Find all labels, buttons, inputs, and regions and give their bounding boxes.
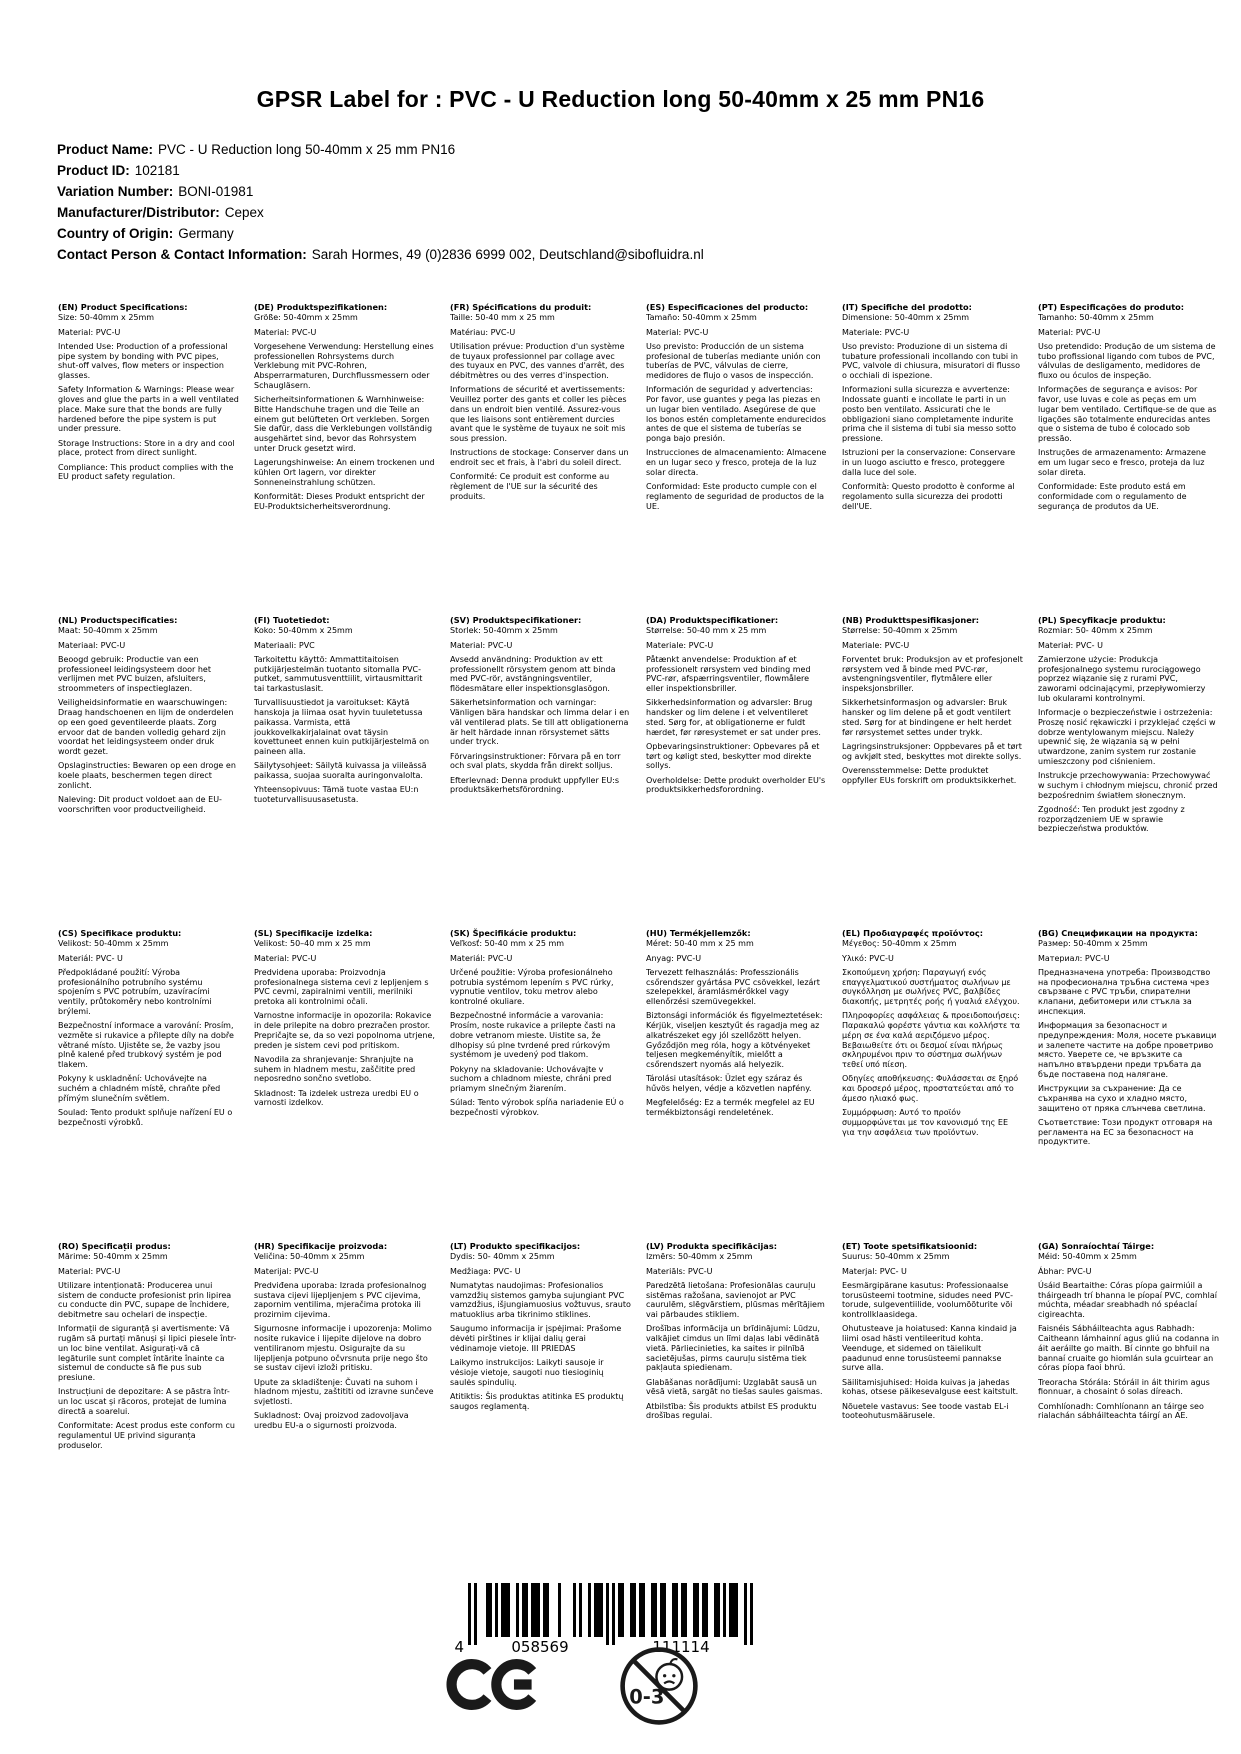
- spec-grid: [58, 302, 1219, 1554]
- spec-paragraph: Størrelse: 50-40 mm x 25 mm: [646, 626, 767, 636]
- spec-paragraph: Matériau: PVC-U: [450, 327, 516, 337]
- spec-paragraph: Varnostne informacije in opozorila: Rokavice in dele prilepite na dobro prezračen prostor. Prepričajte se, da so vezi popolnoma utrjene, preden je sistem cevi pod pritiskom.: [254, 1011, 435, 1050]
- spec-paragraph: Opbevaringsinstruktioner: Opbevares på et tørt og køligt sted, beskytter mod direkte sollys.: [646, 741, 820, 771]
- spec-paragraph: Säilytysohjeet: Säilytä kuivassa ja viileässä paikassa, suojaa suoralta auringonvalolta.: [254, 761, 427, 780]
- spec-paragraph: Säkerhetsinformation och varningar: Vänligen bära handskar och limma delar i en väl ventilerad plats. Se till att obligationerna är helt härdade innan rörsystemet sätts under tryck.: [450, 698, 630, 747]
- product-info-value: Cepex: [224, 205, 264, 220]
- barcode: [438, 1583, 758, 1657]
- product-info-label: Contact Person & Contact Information:: [57, 247, 307, 262]
- spec-paragraph: Taille: 50-40 mm x 25 mm: [450, 313, 555, 323]
- spec-block-pt: [1038, 302, 1219, 615]
- spec-paragraph: Størrelse: 50-40mm x 25mm: [842, 626, 958, 636]
- spec-paragraph: Určené použitie: Výroba profesionálneho potrubia systémom lepením s PVC rúrky, vypnutie ventilov, toku metrov alebo kontrolné okuliare.: [450, 967, 614, 1006]
- spec-paragraph: Navodila za shranjevanje: Shranjujte na suhem in hladnem mestu, zaščitite pred neposredno sončno svetlobo.: [254, 1054, 416, 1084]
- spec-paragraph: Πληροφορίες ασφάλειας & προειδοποιήσεις: Παρακαλώ φορέστε γάντια και κολλήστε τα μέρη σε ένα καλά αεριζόμενο μέρος. Βεβαιωθείτε ότι οι δεσμοί είναι πλήρως σκληρυμένοι πριν το σύστημα σωλήνων τεθεί υπό πίεση.: [842, 1011, 1020, 1069]
- spec-block-nb: [842, 615, 1023, 928]
- spec-paragraph: Storlek: 50-40mm x 25mm: [450, 626, 558, 636]
- spec-paragraph: Informații de siguranță și avertismente: Vă rugăm să purtați mănuși și lipici piesele într-un loc bine ventilat. Asigurați-vă că legăturile sunt complet întărite înainte ca sistemul de conducte să fie pus sub presiune.: [58, 1324, 237, 1382]
- spec-paragraph: Beoogd gebruik: Productie van een professioneel leidingsysteem door het verlijmen met PVC buizen, afsluiters, stroommeters of inspectieglazen.: [58, 654, 211, 693]
- spec-block-title: (NB) Produkttspesifikasjoner:: [842, 615, 980, 625]
- spec-paragraph: Συμμόρφωση: Αυτό το προϊόν συμμορφώνεται με τον κανονισμό της ΕΕ για την ασφάλεια των προϊόντων.: [842, 1108, 1008, 1137]
- spec-paragraph: Pokyny k uskladnění: Uchovávejte na suchém a chladném místě, chraňte před přímým slunečním světlem.: [58, 1074, 221, 1103]
- spec-paragraph: Информация за безопасност и предупреждения: Моля, носете ръкавици и залепете частите на добре проветриво място. Уверете се, че връзките са напълно втвърдени преди тръбата да бъде поставена под налягане.: [1038, 1021, 1217, 1079]
- spec-block-title: (BG) Спецификации на продукта:: [1038, 928, 1198, 938]
- spec-paragraph: Opslaginstructies: Bewaren op een droge en koele plaats, beschermen tegen direct zonlicht.: [58, 761, 236, 790]
- spec-paragraph: Overholdelse: Dette produkt overholder EU's produktsikkerhedsforordning.: [646, 775, 826, 795]
- spec-paragraph: Vorgesehene Verwendung: Herstellung eines professionellen Rohrsystems durch Verklebung mit PVC-Rohren, Absperrarmaturen, Durchflussmessern oder Schaugläsern.: [254, 341, 434, 390]
- spec-paragraph: Tarkoitettu käyttö: Ammattitaitoisen putkijärjestelmän tuotanto sitomalla PVC-putket, sammutusventtiilit, virtausmittarit tai tarkastuslasit.: [254, 654, 423, 693]
- spec-paragraph: Numatytas naudojimas: Profesionalios vamzdžių sistemos gamyba sujungiant PVC vamzdžius, išjungiamuosius vožtuvus, srauto matuoklius arba tikrinimo stiklines.: [450, 1280, 631, 1319]
- spec-block-title: (PT) Especificações do produto:: [1038, 302, 1185, 312]
- spec-block-title: (HR) Specifikacije proizvoda:: [254, 1241, 388, 1251]
- spec-block-sk: [450, 928, 631, 1241]
- spec-paragraph: Uso previsto: Produzione di un sistema di tubature professionali incollando con tubi in PVC, valvole di chiusura, misuratori di flusso o occhiali di ispezione.: [842, 341, 1020, 380]
- spec-paragraph: Materiaali: PVC: [254, 640, 315, 650]
- ean13-barcode-icon: [438, 1583, 758, 1657]
- spec-paragraph: Compliance: This product complies with the EU product safety regulation.: [58, 462, 234, 482]
- spec-paragraph: Efterlevnad: Denna produkt uppfyller EU:s produktsäkerhetsförordning.: [450, 775, 620, 795]
- spec-paragraph: Conformitate: Acest produs este conform cu regulamentul UE privind siguranța produselor.: [58, 1421, 235, 1450]
- spec-paragraph: Sukladnost: Ovaj proizvod zadovoljava uredbu EU-a o sigurnosti proizvoda.: [254, 1411, 409, 1430]
- spec-paragraph: Size: 50-40mm x 25mm: [58, 313, 155, 323]
- spec-paragraph: Material: PVC-U: [58, 1266, 121, 1276]
- product-info-row: [57, 244, 704, 265]
- spec-paragraph: Lagringsinstruksjoner: Oppbevares på et tørt og avkjølt sted, beskyttes mot direkte sollys.: [842, 741, 1022, 761]
- spec-block-title: (FR) Spécifications du produit:: [450, 302, 592, 312]
- spec-paragraph: Bezpečnostní informace a varování: Prosím, vezměte si rukavice a přilepte díly na dobře větrané místo. Ujistěte se, že vazby jsou plně kalené před trubkový systém je pod tlakem.: [58, 1021, 234, 1069]
- spec-paragraph: Materiál: PVC- U: [58, 953, 123, 963]
- spec-block-pl: [1038, 615, 1219, 928]
- product-info-value: PVC - U Reduction long 50-40mm x 25 mm PN16: [158, 142, 456, 157]
- spec-paragraph: Koko: 50-40mm x 25mm: [254, 626, 353, 636]
- spec-paragraph: Súlad: Tento výrobok spĺňa nariadenie EÚ o bezpečnosti výrobkov.: [450, 1098, 624, 1117]
- spec-paragraph: Размер: 50-40mm x 25mm: [1038, 939, 1148, 949]
- spec-paragraph: Naleving: Dit product voldoet aan de EU-voorschriften voor productveiligheid.: [58, 795, 222, 814]
- spec-paragraph: Conformidad: Este producto cumple con el reglamento de seguridad de productos de la UE.: [646, 482, 825, 511]
- spec-paragraph: Saugumo informacija ir įspėjimai: Prašome dėvėti pirštines ir klijai dalių gerai vėdinamoje vietoje. III PRIEDAS: [450, 1324, 622, 1353]
- product-info-value: 102181: [134, 163, 180, 178]
- spec-paragraph: Utilisation prévue: Production d'un système de tuyaux professionnel par collage avec des tuyaux en PVC, des vannes d'arrêt, des débitmètres ou des verres d'inspection.: [450, 341, 625, 380]
- product-info-value: BONI-01981: [178, 184, 254, 199]
- spec-paragraph: Skladnost: Ta izdelek ustreza uredbi EU o varnosti izdelkov.: [254, 1088, 419, 1108]
- spec-paragraph: Säilitamisjuhised: Hoida kuivas ja jahedas kohas, otsese päikesevalguse eest kaitstult.: [842, 1377, 1019, 1397]
- spec-block-title: (PL) Specyfikacje produktu:: [1038, 615, 1166, 625]
- spec-paragraph: Méret: 50-40 mm x 25 mm: [646, 939, 754, 949]
- spec-block-lt: [450, 1241, 631, 1554]
- spec-paragraph: Conformità: Questo prodotto è conforme al regolamento sulla sicurezza dei prodotti dell'UE.: [842, 482, 1015, 511]
- spec-block-title: (LV) Produkta specifikācijas:: [646, 1241, 777, 1251]
- spec-block-lv: [646, 1241, 827, 1554]
- spec-paragraph: Tervezett felhasználás: Professzionális csőrendszer gyártása PVC csövekkel, lezárt szelepekkel, áramlásmérőkkel vagy ellenőrzési szemüvegekkel.: [646, 967, 820, 1006]
- product-info-row: [57, 181, 704, 202]
- spec-paragraph: Dydis: 50- 40mm x 25mm: [450, 1252, 555, 1262]
- spec-paragraph: Ohutusteave ja hoiatused: Kanna kindaid ja liimi osad hästi ventileeritud kohta. Veenduge, et sidemed on täielikult paadunud enne torusüsteemi pannakse surve alla.: [842, 1324, 1017, 1373]
- spec-block-title: (EN) Product Specifications:: [58, 302, 188, 312]
- spec-block-title: (GA) Sonraíochtaí Táirge:: [1038, 1241, 1155, 1251]
- spec-block-title: (IT) Specifiche del prodotto:: [842, 302, 972, 312]
- spec-paragraph: Инструкции за съхранение: Да се съхранява на сухо и хладно място, защитено от пряка слънчева светлина.: [1038, 1084, 1206, 1113]
- spec-paragraph: Velikost: 50-40mm x 25mm: [58, 939, 169, 949]
- spec-paragraph: Suurus: 50-40mm x 25mm: [842, 1252, 950, 1262]
- spec-paragraph: Maat: 50-40mm x 25mm: [58, 626, 158, 636]
- spec-paragraph: Veľkosť: 50-40 mm x 25 mm: [450, 939, 565, 949]
- product-info-label: Country of Origin:: [57, 226, 174, 241]
- spec-paragraph: Sikkerhedsinformation og advarsler: Brug handsker og lim delene i et velventileret sted. Sørg for, at obligationerne er fuldt hærdet, før røresystemet er sat under pres.: [646, 698, 821, 737]
- spec-paragraph: Izmērs: 50-40mm x 25mm: [646, 1252, 753, 1262]
- spec-block-sv: [450, 615, 631, 928]
- ce-mark: [446, 1656, 548, 1717]
- spec-paragraph: Intended Use: Production of a professional pipe system by bonding with PVC pipes, shut-off valves, flow meters or inspection glasses.: [58, 341, 228, 380]
- age-warning-0-3-icon: [618, 1645, 700, 1727]
- ce-mark-icon: [446, 1656, 548, 1713]
- product-info-row: [57, 160, 704, 181]
- spec-block-es: [646, 302, 827, 615]
- spec-paragraph: Předpokládané použití: Výroba profesionálního potrubního systému spojením s PVC potrubím, uzavíracími ventily, průtokoměry nebo kontrolními brýlemi.: [58, 967, 212, 1016]
- spec-paragraph: Overensstemmelse: Dette produktet oppfyller EUs forskrift om produktsikkerhet.: [842, 765, 1017, 785]
- spec-paragraph: Información de seguridad y advertencias: Por favor, use guantes y pega las piezas en un lugar bien ventilado. Asegúrese de que los bonos estén completamente endurecidos antes de que el sistema de tuberías se ponga bajo presión.: [646, 385, 826, 443]
- spec-block-title: (ES) Especificaciones del producto:: [646, 302, 809, 312]
- spec-paragraph: Predvidena uporaba: Proizvodnja profesionalnega sistema cevi z lepljenjem s PVC cevmi, zapiralnimi ventili, merilniki pretoka ali kontrolnimi očali.: [254, 967, 429, 1006]
- spec-paragraph: Nõuetele vastavus: See toode vastab EL-i tooteohutusmäärusele.: [842, 1401, 1009, 1421]
- spec-paragraph: Materijal: PVC-U: [254, 1266, 319, 1276]
- barcode-digit-left: 058569: [511, 1638, 569, 1656]
- spec-block-bg: [1038, 928, 1219, 1241]
- spec-paragraph: Materjal: PVC- U: [842, 1266, 907, 1276]
- spec-block-et: [842, 1241, 1023, 1554]
- spec-paragraph: Faisnéis Sábháilteachta agus Rabhadh: Caitheann lámhainní agus gliú na codanna in áit aeráilte go maith. Bí cinnte go bhfuil na bannaí cruaite go hiomlán sula gcuirtear an córas píopa faoi bhrú.: [1038, 1324, 1219, 1373]
- spec-block-title: (FI) Tuotetiedot:: [254, 615, 330, 625]
- spec-block-el: [842, 928, 1023, 1241]
- spec-paragraph: Rozmiar: 50- 40mm x 25mm: [1038, 626, 1153, 636]
- spec-paragraph: Avsedd användning: Produktion av ett professionellt rörsystem genom att binda med PVC-rör, avstängningsventiler, flödesmätare eller inspektionsglasögon.: [450, 654, 616, 693]
- spec-paragraph: Sikkerhetsinformasjon og advarsler: Bruk hansker og lim delene på et godt ventilert sted. Sørg for at bindingene er helt herdet før rørsystemet settes under trykk.: [842, 698, 1012, 737]
- spec-paragraph: Úsáid Beartaithe: Córas píopa gairmiúil a tháirgeadh trí bhanna le píopaí PVC, comhlaí múchta, méadar sreabhadh nó spéaclaí cigireachta.: [1038, 1280, 1218, 1319]
- spec-paragraph: Instrucciones de almacenamiento: Almacene en un lugar seco y fresco, proteja de la luz solar directa.: [646, 448, 827, 477]
- spec-paragraph: Materiale: PVC-U: [842, 640, 910, 650]
- spec-paragraph: Material: PVC-U: [58, 327, 121, 337]
- barcode-digit-first: 4: [454, 1638, 464, 1656]
- spec-paragraph: Konformität: Dieses Produkt entspricht der EU-Produktsicherheitsverordnung.: [254, 491, 425, 511]
- spec-paragraph: Turvallisuustiedot ja varoitukset: Käytä hanskoja ja liimaa osat hyvin tuuletetussa paikassa. Varmista, että joukkovelkakirjalainat ovat täysin kovettuneet ennen kuin putkijärjestelmä on paineen alla.: [254, 698, 430, 756]
- spec-block-ro: [58, 1241, 239, 1554]
- spec-paragraph: Yhteensopivuus: Tämä tuote vastaa EU:n tuoteturvallisuusasetusta.: [254, 785, 419, 804]
- barcode-digit-right: 111114: [652, 1638, 710, 1656]
- spec-block-da: [646, 615, 827, 928]
- spec-paragraph: Material: PVC-U: [254, 953, 317, 963]
- spec-paragraph: Informazioni sulla sicurezza e avvertenze: Indossate guanti e incollate le parti in un posto ben ventilato. Assicurati che le obbligazioni siano completamente indurite prima che il sistema di tubi sia messo sotto pressione.: [842, 385, 1017, 443]
- spec-paragraph: Treoracha Stórála: Stóráil in áit thirim agus fionnuar, a chosaint ó solas díreach.: [1038, 1377, 1210, 1397]
- spec-block-nl: [58, 615, 239, 928]
- spec-paragraph: Informações de segurança e avisos: Por favor, use luvas e cole as peças em um lugar bem ventilado. Certifique-se de que as ligações são totalmente endurecidas antes que o sistema de tubo é colocado sob pressão.: [1038, 385, 1217, 443]
- spec-paragraph: Material: PVC-U: [646, 327, 709, 337]
- spec-block-ga: [1038, 1241, 1219, 1554]
- spec-paragraph: Biztonsági információk és figyelmeztetések: Kérjük, viseljen kesztyűt és ragadja meg az alkatrészeket egy jól szellőzött helyen. Győződjön meg róla, hogy a kötvényeket teljesen megkeményítik, mielőtt a csőrendszert nyomás alá helyezik.: [646, 1011, 823, 1069]
- spec-paragraph: Paredzētā lietošana: Profesionālas cauruļu sistēmas ražošana, savienojot ar PVC caurulēm, slēgvārstiem, plūsmas mērītājiem vai pārbaudes stikliem.: [646, 1280, 825, 1319]
- spec-paragraph: Forventet bruk: Produksjon av et profesjonelt rørsystem ved å binde med PVC-rør, avstengningsventiler, flytmålere eller inspeksjonsbriller.: [842, 654, 1023, 693]
- spec-paragraph: Utilizare intenționată: Producerea unui sistem de conducte profesionist prin lipirea cu conducte din PVC, supape de închidere, debitmetre sau ochelari de inspecție.: [58, 1280, 232, 1319]
- product-info-label: Product ID:: [57, 163, 130, 178]
- spec-paragraph: Materiaal: PVC-U: [58, 640, 126, 650]
- spec-paragraph: Uso pretendido: Produção de um sistema de tubo profissional ligando com tubos de PVC, válvulas de desligamento, medidores de fluxo ou óculos de inspeção.: [1038, 341, 1216, 380]
- spec-block-title: (SL) Specifikacije izdelka:: [254, 928, 373, 938]
- age-warning: [618, 1645, 700, 1731]
- spec-block-title: (NL) Productspecificaties:: [58, 615, 178, 625]
- spec-block-title: (LT) Produkto specifikacijos:: [450, 1241, 581, 1251]
- spec-block-title: (SK) Špecifikácie produktu:: [450, 928, 577, 938]
- spec-paragraph: Tamanho: 50-40mm x 25mm: [1038, 313, 1154, 323]
- spec-paragraph: Mărime: 50-40mm x 25mm: [58, 1252, 168, 1262]
- product-info-label: Manufacturer/Distributor:: [57, 205, 220, 220]
- spec-paragraph: Μέγεθος: 50-40mm x 25mm: [842, 939, 957, 949]
- spec-block-title: (DE) Produktspezifikationen:: [254, 302, 388, 312]
- product-info-row: [57, 223, 704, 244]
- spec-paragraph: Istruzioni per la conservazione: Conservare in un luogo asciutto e fresco, proteggere dalla luce del sole.: [842, 448, 1016, 477]
- spec-paragraph: Drošības informācija un brīdinājumi: Lūdzu, valkājiet cimdus un līmi daļas labi vēdinātā vietā. Pārliecinieties, ka saites ir pilnībā sacietējušas, pirms cauruļu sistēma tiek pakļauta spiedienam.: [646, 1324, 820, 1373]
- spec-paragraph: Upute za skladištenje: Čuvati na suhom i hladnom mjestu, zaštititi od izravne sunčeve svjetlosti.: [254, 1377, 434, 1406]
- spec-paragraph: Material: PVC-U: [450, 640, 513, 650]
- spec-paragraph: Materiale: PVC-U: [646, 640, 714, 650]
- spec-paragraph: Υλικό: PVC-U: [842, 953, 894, 963]
- spec-block-title: (ET) Toote spetsifikatsioonid:: [842, 1241, 978, 1251]
- spec-paragraph: Glabāšanas norādījumi: Uzglabāt sausā un vēsā vietā, sargāt no tiešas saules gaismas.: [646, 1377, 823, 1397]
- product-info-row: [57, 139, 704, 160]
- spec-block-title: (RO) Specificații produs:: [58, 1241, 171, 1251]
- spec-paragraph: Zamierzone użycie: Produkcja profesjonalnego systemu rurociągowego poprzez wiązanie się z rurami PVC, zaworami odcinającymi, przepływomierzy lub okularami kontrolnymi.: [1038, 654, 1206, 703]
- spec-paragraph: Materiāls: PVC-U: [646, 1266, 713, 1276]
- spec-paragraph: Sicherheitsinformationen & Warnhinweise: Bitte Handschuhe tragen und die Teile an einem gut belüfteten Ort verkleben. Sorgen Sie dafür, dass die Verklebungen vollständig ausgehärtet sind, bevor das Rohrsystem unter Druck gesetzt wird.: [254, 395, 433, 453]
- spec-paragraph: Bezpečnostné informácie a varovania: Prosím, noste rukavice a prilepte časti na dobre vetranom mieste. Uistite sa, že dlhopisy sú plne tvrdené pred rúrkovým systémom je uvedený pod tlakom.: [450, 1011, 616, 1060]
- spec-paragraph: Veličina: 50-40mm x 25mm: [254, 1252, 365, 1262]
- spec-paragraph: Velikost: 50–40 mm x 25 mm: [254, 939, 371, 949]
- spec-paragraph: Tárolási utasítások: Üzlet egy száraz és hűvös helyen, védje a közvetlen napfény.: [646, 1074, 812, 1093]
- spec-block-de: [254, 302, 435, 615]
- spec-block-fi: [254, 615, 435, 928]
- spec-paragraph: Materiale: PVC-U: [842, 327, 910, 337]
- spec-paragraph: Predviđena uporaba: Izrada profesionalnog sustava cijevi lijepljenjem s PVC cijevima, zapornim ventilima, mjeračima protoka ili prozirnim cijevima.: [254, 1280, 427, 1319]
- spec-block-hr: [254, 1241, 435, 1554]
- spec-paragraph: Megfelelőség: Ez a termék megfelel az EU termékbiztonsági rendeletének.: [646, 1098, 815, 1117]
- spec-paragraph: Σκοπούμενη χρήση: Παραγωγή ενός επαγγελματικού συστήματος σωλήνων με συγκόλληση με σωλήνες PVC, βαλβίδες διακοπής, μετρητές ροής ή γυαλιά ελέγχου.: [842, 967, 1020, 1006]
- spec-block-cs: [58, 928, 239, 1241]
- spec-paragraph: Instrukcje przechowywania: Przechowywać w suchym i chłodnym miejscu, chronić przed bezpośrednim światłem słonecznym.: [1038, 771, 1218, 800]
- spec-paragraph: Materiał: PVC- U: [1038, 640, 1103, 650]
- spec-paragraph: Veiligheidsinformatie en waarschuwingen: Draag handschoenen en lijm de onderdelen op een goed geventileerde plaats. Zorg ervoor dat de banden volledig gehard zijn voordat het leidingsysteem onder druk wordt gezet.: [58, 698, 234, 756]
- spec-block-title: (HU) Termékjellemzők:: [646, 928, 751, 938]
- spec-paragraph: Informations de sécurité et avertissements: Veuillez porter des gants et coller les pièces dans un endroit bien ventilé. Assurez-vous que les liaisons sont entièrement durcies avant que le système de tuyaux ne soit mis sous pression.: [450, 385, 627, 443]
- spec-paragraph: Atitiktis: Šis produktas atitinka ES produktų saugos reglamentą.: [450, 1391, 624, 1411]
- spec-block-it: [842, 302, 1023, 615]
- spec-paragraph: Atbilstība: Šis produkts atbilst ES produktu drošības regulai.: [646, 1401, 817, 1421]
- spec-paragraph: Pokyny na skladovanie: Uchovávajte v suchom a chladnom mieste, chráni pred priamym slnečným žiarením.: [450, 1064, 612, 1093]
- spec-paragraph: Eesmärgipärane kasutus: Professionaalse torusüsteemi tootmine, sidudes need PVC-torude, sulgeventiilide, voolumõõturite või kontrollklaasidega.: [842, 1280, 1014, 1319]
- spec-paragraph: Instructions de stockage: Conserver dans un endroit sec et frais, à l'abri du soleil direct.: [450, 448, 629, 467]
- spec-paragraph: Materiál: PVC-U: [450, 953, 513, 963]
- spec-block-sl: [254, 928, 435, 1241]
- product-info-value: Germany: [178, 226, 234, 241]
- spec-paragraph: Laikymo instrukcijos: Laikyti sausoje ir vėsioje vietoje, saugoti nuo tiesioginių saulės spindulių.: [450, 1358, 604, 1387]
- spec-paragraph: Dimensione: 50-40mm x 25mm: [842, 313, 970, 323]
- spec-paragraph: Uso previsto: Producción de un sistema profesional de tuberías mediante unión con tuberías de PVC, válvulas de cierre, medidores de flujo o vasos de inspección.: [646, 341, 821, 380]
- spec-paragraph: Material: PVC-U: [254, 327, 317, 337]
- product-info-label: Product Name:: [57, 142, 154, 157]
- spec-paragraph: Οδηγίες αποθήκευσης: Φυλάσσεται σε ξηρό και δροσερό μέρος, προστατεύεται από το άμεσο ηλιακό φως.: [842, 1074, 1019, 1103]
- spec-paragraph: Conformidade: Este produto está em conformidade com o regulamento de segurança de produtos da UE.: [1038, 482, 1187, 511]
- spec-paragraph: Soulad: Tento produkt splňuje nařízení EU o bezpečnosti výrobků.: [58, 1108, 233, 1127]
- spec-paragraph: Comhlíonadh: Comhlíonann an táirge seo rialachán sábháilteachta táirgí an AE.: [1038, 1401, 1204, 1421]
- spec-paragraph: Sigurnosne informacije i upozorenja: Molimo nosite rukavice i lijepite dijelove na dobro ventiliranom mjestu. Osigurajte da su lijepljenja potpuno očvrsnuta prije nego što se sustav cijevi izloži pritisku.: [254, 1324, 432, 1373]
- spec-paragraph: Съответствие: Този продукт отговаря на регламента на ЕС за безопасност на продуктите.: [1038, 1117, 1213, 1147]
- spec-paragraph: Ábhar: PVC-U: [1038, 1266, 1092, 1276]
- product-info-label: Variation Number:: [57, 184, 174, 199]
- spec-paragraph: Material: PVC-U: [1038, 327, 1101, 337]
- spec-block-hu: [646, 928, 827, 1241]
- spec-paragraph: Zgodność: Ten produkt jest zgodny z rozporządzeniem UE w sprawie bezpieczeństwa produktów.: [1038, 804, 1185, 834]
- spec-paragraph: Anyag: PVC-U: [646, 953, 702, 963]
- spec-paragraph: Instruções de armazenamento: Armazene em um lugar seco e fresco, proteja da luz solar direta.: [1038, 448, 1206, 477]
- product-info-value: Sarah Hormes, 49 (0)2836 6999 002, Deutschland@sibofluidra.nl: [311, 247, 704, 262]
- spec-paragraph: Tamaño: 50-40mm x 25mm: [646, 313, 757, 323]
- spec-block-title: (CS) Specifikace produktu:: [58, 928, 182, 938]
- spec-paragraph: Förvaringsinstruktioner: Förvara på en torr och sval plats, skydda från direkt solljus.: [450, 751, 621, 771]
- spec-paragraph: Informacje o bezpieczeństwie i ostrzeżenia: Proszę nosić rękawiczki i przyklejać części w dobrze wentylowanym miejscu. Należy upewnić się, że wiązania są w pełni utwardzone, zanim system rur zostanie umieszczony pod ciśnieniem.: [1038, 708, 1216, 766]
- spec-paragraph: Предназначена употреба: Производство на професионална тръбна система чрез свързване с PVC тръби, спирателни клапани, дебитомери или стъкла за инспекция.: [1038, 967, 1211, 1016]
- age-warning-label: 0-3: [629, 1685, 665, 1709]
- product-info: [57, 139, 704, 265]
- spec-paragraph: Conformité: Ce produit est conforme au règlement de l'UE sur la sécurité des produits.: [450, 472, 610, 501]
- spec-block-title: (EL) Προδιαγραφές προϊόντος:: [842, 928, 983, 938]
- spec-paragraph: Storage Instructions: Store in a dry and cool place, protect from direct sunlight.: [58, 438, 235, 458]
- spec-paragraph: Safety Information & Warnings: Please wear gloves and glue the parts in a well ventilated place. Make sure that the bonds are fully hardened before the pipe system is put under pressure.: [58, 385, 239, 434]
- spec-paragraph: Lagerungshinweise: An einem trockenen und kühlen Ort lagern, vor direkter Sonneneinstrahlung schützen.: [254, 458, 435, 487]
- spec-block-title: (DA) Produktspecifikationer:: [646, 615, 779, 625]
- spec-paragraph: Größe: 50-40mm x 25mm: [254, 313, 358, 323]
- spec-paragraph: Medžiaga: PVC- U: [450, 1266, 521, 1276]
- spec-block-title: (SV) Produktspecifikationer:: [450, 615, 582, 625]
- page-title: GPSR Label for : PVC - U Reduction long 50-40mm x 25 mm PN16: [256, 86, 985, 112]
- spec-paragraph: Материал: PVC-U: [1038, 953, 1110, 963]
- spec-paragraph: Påtænkt anvendelse: Produktion af et professionelt rørsystem ved binding med PVC-rør, afspærringsventiler, flowmålere eller inspektionsbriller.: [646, 654, 811, 693]
- spec-block-en: [58, 302, 239, 615]
- spec-block-fr: [450, 302, 631, 615]
- spec-paragraph: Méid: 50-40mm x 25mm: [1038, 1252, 1137, 1262]
- product-info-row: [57, 202, 704, 223]
- spec-paragraph: Instrucțiuni de depozitare: A se păstra într- un loc uscat și răcoros, protejat de lumina directă a soarelui.: [58, 1387, 230, 1416]
